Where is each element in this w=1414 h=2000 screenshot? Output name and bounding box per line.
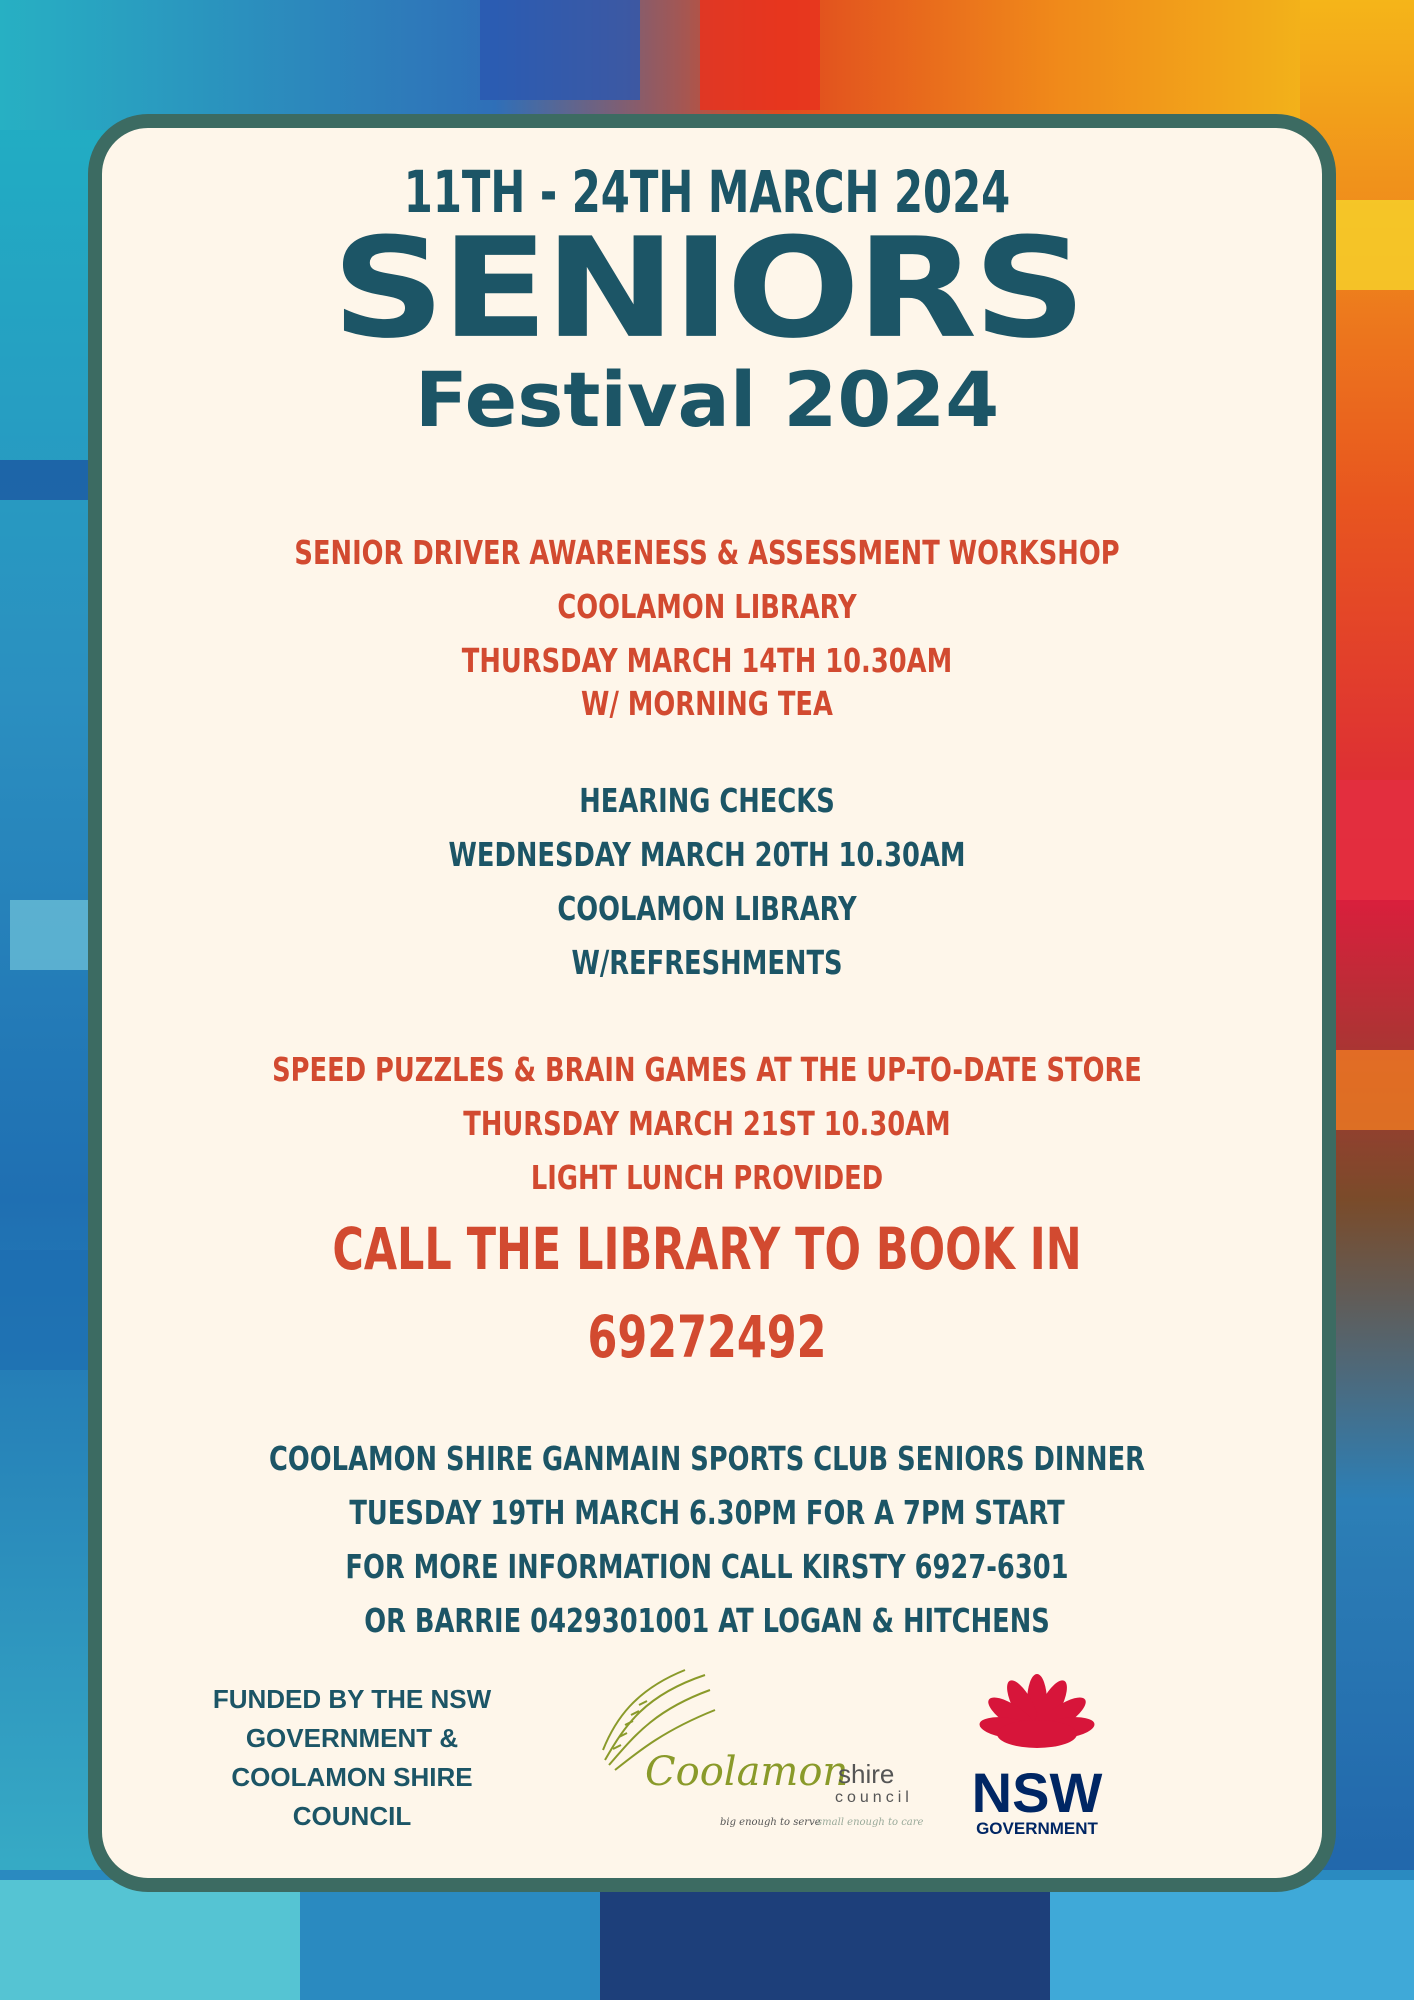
driver-workshop-time: THURSDAY MARCH 14TH 10.30AM: [461, 641, 953, 680]
seniors-dinner-contact: OR BARRIE 0429301001 AT LOGAN & HITCHENS: [364, 1601, 1050, 1640]
speed-puzzles-time: THURSDAY MARCH 21ST 10.30AM: [463, 1104, 951, 1143]
festival-dates: 11TH - 24TH MARCH 2024: [403, 158, 1011, 226]
seniors-dinner-time: TUESDAY 19TH MARCH 6.30PM FOR A 7PM START: [349, 1493, 1065, 1532]
coolamon-tagline-b: small enough to care: [817, 1817, 924, 1828]
seniors-dinner-title: COOLAMON SHIRE GANMAIN SPORTS CLUB SENIORS DINNER: [269, 1439, 1145, 1478]
nsw-government-word: GOVERNMENT: [976, 1819, 1098, 1837]
coolamon-shire-word: shire: [838, 1759, 895, 1789]
coolamon-name: Coolamon: [645, 1749, 849, 1795]
booking-callout: CALL THE LIBRARY TO BOOK IN: [332, 1215, 1082, 1283]
hearing-checks-time: WEDNESDAY MARCH 20TH 10.30AM: [448, 835, 966, 874]
coolamon-shire-logo: [595, 1665, 925, 1830]
driver-workshop-title: SENIOR DRIVER AWARENESS & ASSESSMENT WORKSHOP: [294, 533, 1120, 572]
seniors-dinner-info: FOR MORE INFORMATION CALL KIRSTY 6927-6301: [345, 1547, 1069, 1586]
nsw-government-logo: [952, 1662, 1122, 1837]
driver-workshop-venue: COOLAMON LIBRARY: [557, 587, 857, 626]
funding-note: FUNDED BY THE NSW GOVERNMENT & COOLAMON SHIRE COUNCIL: [212, 1684, 492, 1831]
speed-puzzles-title: SPEED PUZZLES & BRAIN GAMES AT THE UP-TO-DATE STORE: [272, 1050, 1142, 1089]
speed-puzzles-extra: LIGHT LUNCH PROVIDED: [530, 1158, 884, 1197]
booking-phone: 69272492: [587, 1303, 827, 1371]
hearing-checks-extra: W/REFRESHMENTS: [571, 943, 843, 982]
nsw-wordmark: NSW: [971, 1761, 1103, 1824]
waratah-icon: [978, 1674, 1096, 1748]
hearing-checks-venue: COOLAMON LIBRARY: [557, 889, 857, 928]
coolamon-council-word: council: [835, 1789, 913, 1806]
festival-subtitle: Festival 2024: [414, 355, 1000, 444]
coolamon-tagline-a: big enough to serve: [720, 1817, 821, 1828]
hearing-checks-title: HEARING CHECKS: [579, 781, 835, 820]
festival-title: SENIORS: [331, 208, 1083, 370]
driver-workshop-extra: W/ MORNING TEA: [581, 684, 833, 723]
